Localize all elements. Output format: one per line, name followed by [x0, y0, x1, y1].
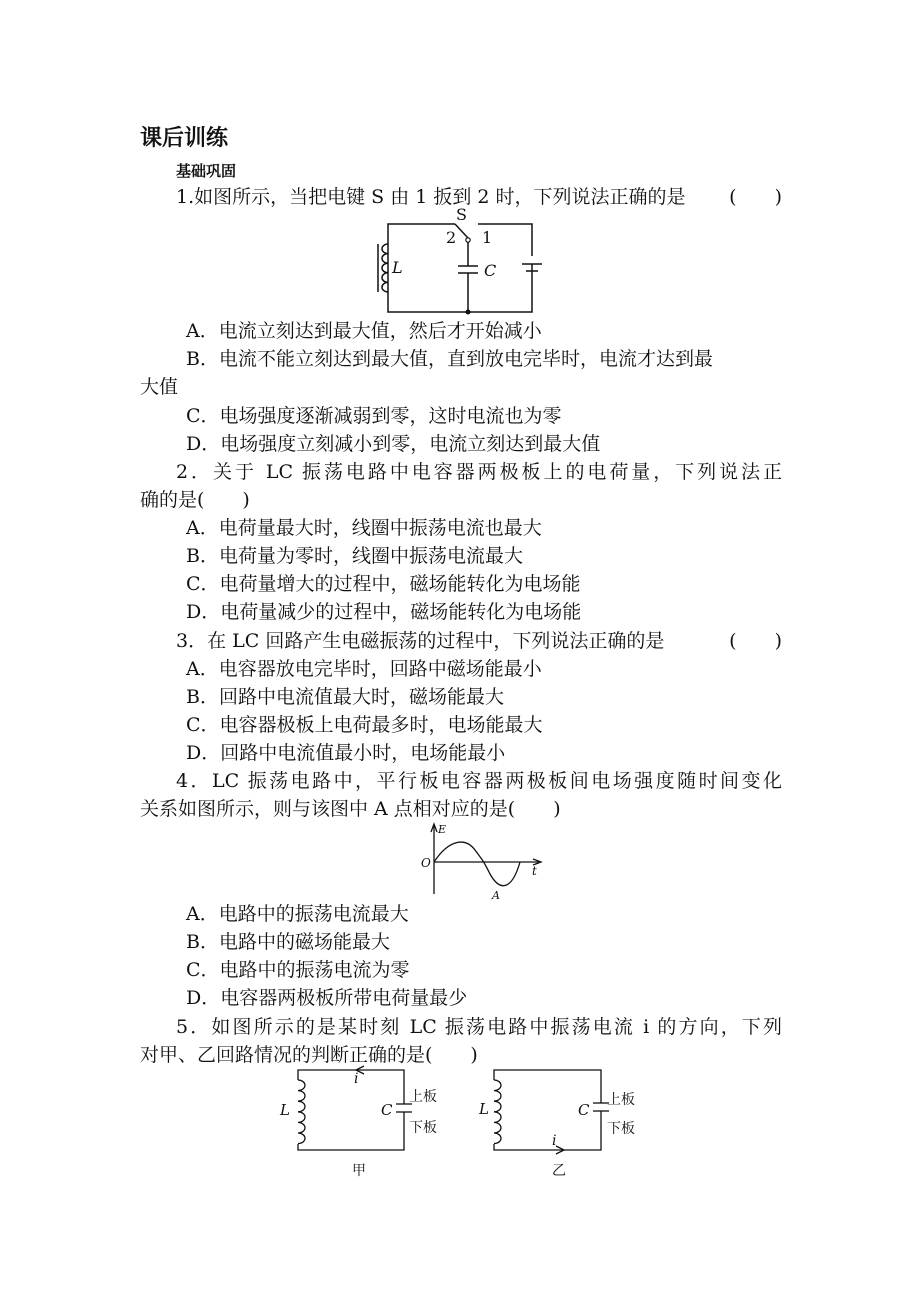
capacitor-label: C [484, 261, 497, 280]
jia-current-label: i [354, 1071, 359, 1087]
q3-answer-paren: ( ) [729, 630, 782, 652]
jia-inductor-label: L [280, 1101, 290, 1119]
q1-option-a: A．电流立刻达到最大值，然后才开始减小 [186, 320, 542, 342]
q2-stem-line1: 2．关于 LC 振荡电路中电容器两极板上的电荷量，下列说法正 [176, 461, 782, 483]
q4-stem-line1: 4．LC 振荡电路中，平行板电容器两极板间电场强度随时间变化 [176, 770, 782, 792]
q4-option-a: A．电路中的振荡电流最大 [186, 903, 409, 925]
q3-option-c: C．电容器极板上电荷最多时，电场能最大 [186, 714, 543, 736]
jia-upper-plate-label: 上板 [409, 1089, 437, 1105]
graph-origin-label: O [421, 856, 431, 870]
yi-lower-plate-label: 下板 [607, 1121, 635, 1137]
q2-option-d: D．电荷量减少的过程中，磁场能转化为电场能 [186, 601, 582, 623]
jia-lower-plate-label: 下板 [409, 1120, 437, 1136]
q4-option-d: D．电容器两极板所带电荷量最少 [186, 987, 468, 1009]
q1-option-b: B．电流不能立刻达到最大值，直到放电完毕时，电流才达到最 [186, 348, 713, 370]
q4-option-c: C．电路中的振荡电流为零 [186, 959, 410, 981]
switch-label: S [456, 205, 467, 224]
jia-caption: 甲 [352, 1163, 366, 1179]
switch-pos-1: 1 [482, 228, 493, 247]
q4-option-b: B．电路中的磁场能最大 [186, 931, 390, 953]
inductor-label: L [392, 258, 403, 277]
q4-stem-line2: 关系如图所示，则与该图中 A 点相对应的是( ) [140, 798, 561, 820]
q1-stem: 1.如图所示，当把电键 S 由 1 扳到 2 时，下列说法正确的是 [176, 186, 686, 208]
q3-option-b: B．回路中电流值最大时，磁场能最大 [186, 686, 504, 708]
q1-option-c: C．电场强度逐渐减弱到零，这时电流也为零 [186, 405, 562, 427]
jia-capacitor-label: C [381, 1101, 393, 1119]
yi-capacitor-label: C [578, 1101, 590, 1119]
yi-current-label: i [552, 1133, 557, 1149]
q1-answer-paren: ( ) [729, 186, 782, 208]
yi-caption: 乙 [552, 1163, 566, 1179]
q2-option-b: B．电荷量为零时，线圈中振荡电流最大 [186, 545, 523, 567]
graph-point-a-label: A [492, 889, 500, 902]
q5-stem-line1: 5．如图所示的是某时刻 LC 振荡电路中振荡电流 i 的方向，下列 [176, 1016, 782, 1038]
q1-option-d: D．电场强度立刻减小到零，电流立刻达到最大值 [186, 433, 601, 455]
yi-inductor-label: L [479, 1100, 489, 1118]
section-title: 课后训练 [140, 126, 229, 151]
q2-option-a: A．电荷量最大时，线圈中振荡电流也最大 [186, 517, 542, 539]
q3-stem: 3．在 LC 回路产生电磁振荡的过程中，下列说法正确的是 [176, 630, 665, 652]
graph-x-label: t [532, 864, 537, 878]
q3-option-d: D．回路中电流值最小时，电场能最小 [186, 742, 506, 764]
q2-stem-line2: 确的是( ) [140, 489, 250, 511]
subsection-title: 基础巩固 [176, 162, 237, 180]
q1-option-b-cont: 大值 [140, 376, 179, 398]
q5-stem-line2: 对甲、乙回路情况的判断正确的是( ) [140, 1044, 478, 1066]
q2-option-c: C．电荷量增大的过程中，磁场能转化为电场能 [186, 573, 581, 595]
switch-pos-2: 2 [446, 228, 457, 247]
yi-upper-plate-label: 上板 [607, 1092, 635, 1108]
q3-option-a: A．电容器放电完毕时，回路中磁场能最小 [186, 658, 542, 680]
graph-y-label: E [438, 823, 447, 836]
